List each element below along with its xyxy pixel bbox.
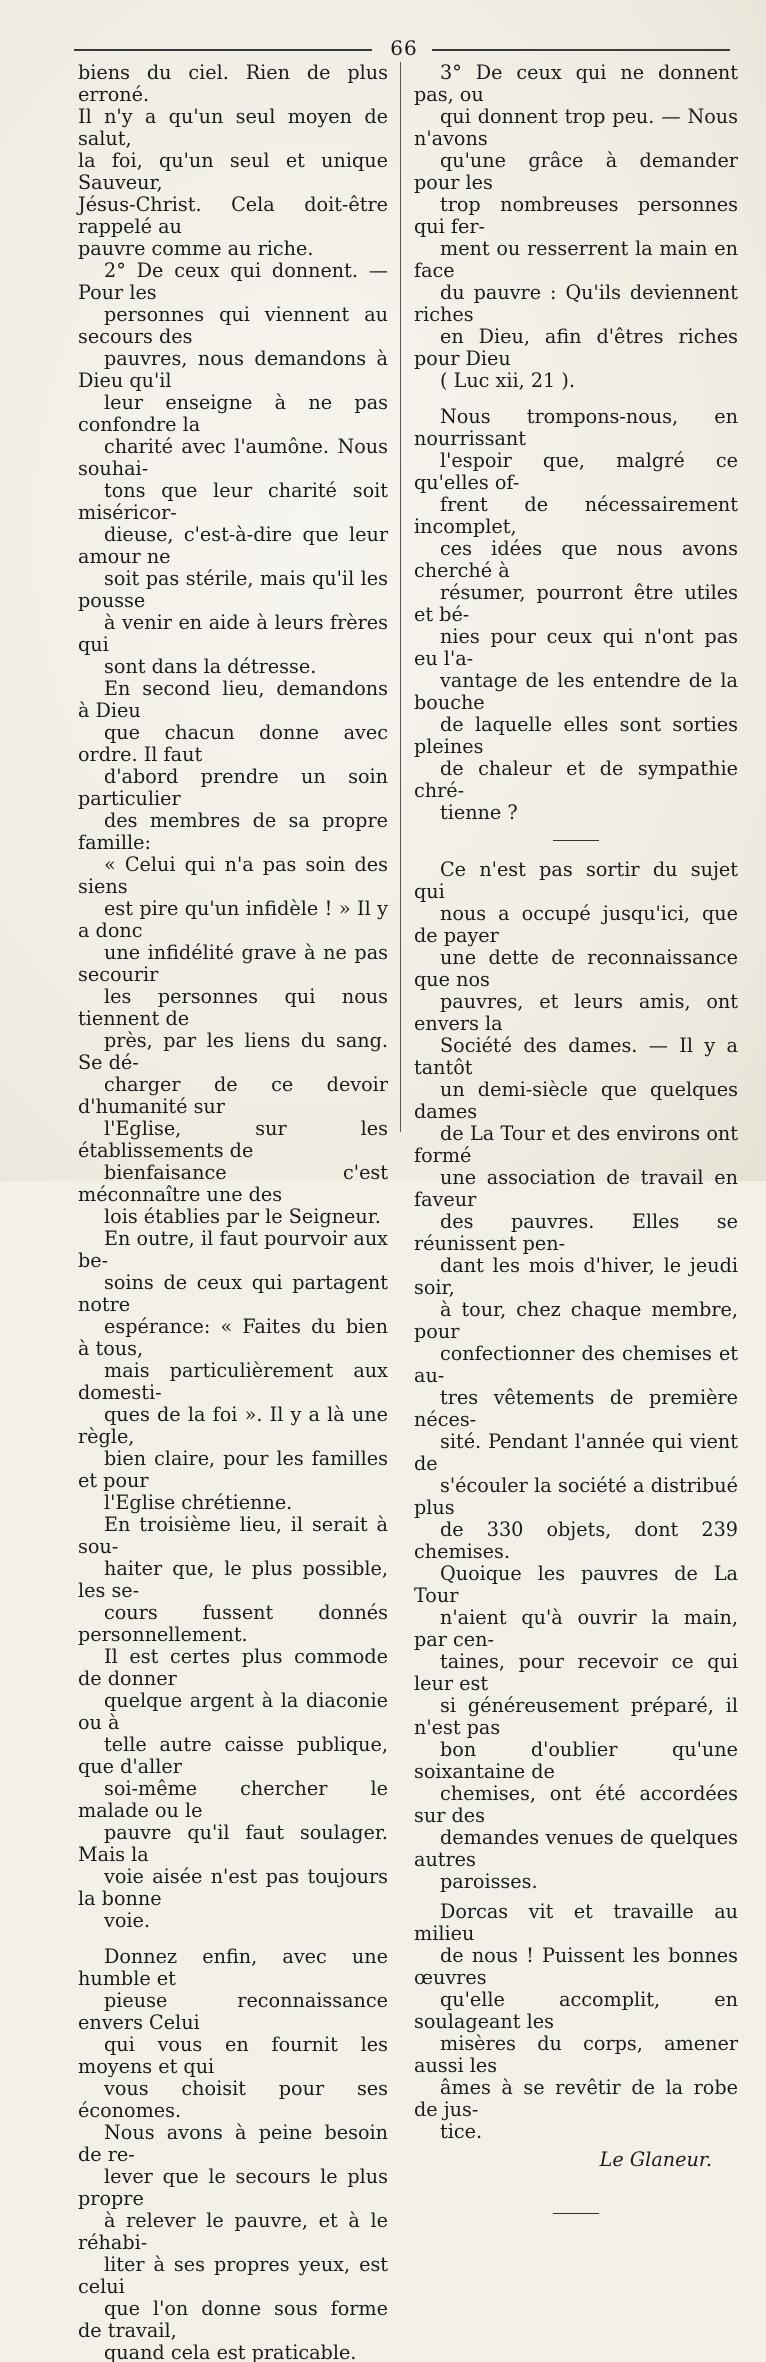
left-paragraph-1 <box>78 62 388 260</box>
text-line: En troisième lieu, il serait à sou- <box>78 1513 388 1558</box>
right-paragraph-1 <box>414 62 738 392</box>
text-line: lever que le secours le plus propre <box>78 2165 388 2210</box>
text-line: est pire qu'un infidèle ! » Il y a donc <box>78 897 388 942</box>
text-line: les personnes qui nous tiennent de <box>78 985 388 1030</box>
text-line: qu'elle accomplit, en soulageant les <box>414 1988 738 2033</box>
text-line: une dette de reconnaissance que nos <box>414 946 738 991</box>
text-line: nies pour ceux qui n'ont pas eu l'a- <box>414 625 738 670</box>
text-line: résumer, pourront être utiles et bé- <box>414 581 738 626</box>
text-line: demandes venues de quelques autres <box>414 1826 738 1871</box>
text-line: haiter que, le plus possible, les se- <box>78 1557 388 1602</box>
text-line: soi-même chercher le malade ou le <box>78 1777 388 1822</box>
text-line: quand cela est praticable. <box>104 2341 357 2362</box>
text-line: de La Tour et des environs ont formé <box>414 1122 738 1167</box>
text-line: pauvres, nous demandons à Dieu qu'il <box>78 347 388 392</box>
text-line: Nous avons à peine besoin de re- <box>78 2121 388 2166</box>
text-line: chemises, ont été accordées sur des <box>414 1782 738 1827</box>
column-divider <box>400 62 401 1132</box>
end-separator <box>553 2213 599 2214</box>
text-line: que l'on donne sous forme de travail, <box>78 2297 388 2342</box>
left-paragraph-7 <box>78 2122 388 2362</box>
text-line: Quoique les pauvres de La Tour <box>414 1562 738 1607</box>
header-rule-right <box>432 49 730 51</box>
text-line: vous choisit pour ses économes. <box>78 2077 388 2122</box>
text-line: Jésus-Christ. Cela doit-être rappelé au <box>78 193 388 238</box>
text-line: lois établies par le Seigneur. <box>104 1205 381 1228</box>
text-line: tienne ? <box>440 801 518 824</box>
text-line: cours fussent donnés personnellement. <box>78 1601 388 1646</box>
text-line: 3° De ceux qui ne donnent pas, ou <box>414 61 738 106</box>
text-line: Il n'y a qu'un seul moyen de salut, <box>78 105 388 150</box>
text-line: Dorcas vit et travaille au milieu <box>414 1900 738 1945</box>
text-line: en Dieu, afin d'êtres riches pour Dieu <box>414 325 738 370</box>
text-line: à tour, chez chaque membre, pour <box>414 1298 738 1343</box>
text-line: une association de travail en faveur <box>414 1166 738 1211</box>
text-line: taines, pour recevoir ce qui leur est <box>414 1650 738 1695</box>
text-line: des membres de sa propre famille: <box>78 809 388 854</box>
section-separator <box>553 840 599 841</box>
text-line: pauvre comme au riche. <box>78 237 314 260</box>
text-line: de chaleur et de sympathie chré- <box>414 757 738 802</box>
text-line: charger de ce devoir d'humanité sur <box>78 1073 388 1118</box>
text-line: personnes qui viennent au secours des <box>78 303 388 348</box>
text-line: ment ou resserrent la main en face <box>414 237 738 282</box>
text-line: soins de ceux qui partagent notre <box>78 1271 388 1316</box>
left-paragraph-6 <box>78 1946 388 2122</box>
text-line: Donnez enfin, avec une humble et <box>78 1945 388 1990</box>
signature: Le Glaneur. <box>599 2148 712 2171</box>
left-paragraph-3 <box>78 678 388 1228</box>
text-line: espérance: « Faites du bien à tous, <box>78 1315 388 1360</box>
text-line: « Celui qui n'a pas soin des siens <box>78 853 388 898</box>
text-line: dieuse, c'est-à-dire que leur amour ne <box>78 523 388 568</box>
text-line: trop nombreuses personnes qui fer- <box>414 193 738 238</box>
text-line: de laquelle elles sont sorties pleines <box>414 713 738 758</box>
text-line: sont dans la détresse. <box>104 655 317 678</box>
text-line: âmes à se revêtir de la robe de jus- <box>414 2076 738 2121</box>
text-line: n'aient qu'à ouvrir la main, par cen- <box>414 1606 738 1651</box>
text-line: Il est certes plus commode de donner <box>78 1645 388 1690</box>
text-line: ces idées que nous avons cherché à <box>414 537 738 582</box>
text-line: à relever le pauvre, et à le réhabi- <box>78 2209 388 2254</box>
text-line: pauvres, et leurs amis, ont envers la <box>414 990 738 1035</box>
page-number: 66 <box>390 36 418 60</box>
text-line: des pauvres. Elles se réunissent pen- <box>414 1210 738 1255</box>
text-line: soit pas stérile, mais qu'il les pousse <box>78 567 388 612</box>
text-line: pauvre qu'il faut soulager. Mais la <box>78 1821 388 1866</box>
text-line: d'abord prendre un soin particulier <box>78 765 388 810</box>
right-paragraph-3 <box>414 859 738 1563</box>
text-line: que chacun donne avec ordre. Il faut <box>78 721 388 766</box>
text-line: un demi-siècle que quelques dames <box>414 1078 738 1123</box>
text-line: ques de la foi ». Il y a là une règle, <box>78 1403 388 1448</box>
text-line: liter à ses propres yeux, est celui <box>78 2253 388 2298</box>
text-line: tres vêtements de première néces- <box>414 1386 738 1431</box>
text-line: charité avec l'aumône. Nous souhai- <box>78 435 388 480</box>
text-line: près, par les liens du sang. Se dé- <box>78 1029 388 1074</box>
right-paragraph-5 <box>414 1901 738 2143</box>
text-line: paroisses. <box>440 1870 538 1893</box>
text-line: une infidélité grave à ne pas secourir <box>78 941 388 986</box>
text-line: de nous ! Puissent les bonnes œuvres <box>414 1944 738 1989</box>
text-line: s'écouler la société a distribué plus <box>414 1474 738 1519</box>
text-line: bien claire, pour les familles et pour <box>78 1447 388 1492</box>
right-paragraph-4 <box>414 1563 738 1893</box>
text-line: sité. Pendant l'année qui vient de <box>414 1430 738 1475</box>
text-line: du pauvre : Qu'ils deviennent riches <box>414 281 738 326</box>
right-column <box>414 62 738 2214</box>
text-line: Ce n'est pas sortir du sujet qui <box>414 858 738 903</box>
text-line: si généreusement préparé, il n'est pas <box>414 1694 738 1739</box>
text-line: qui vous en fournit les moyens et qui <box>78 2033 388 2078</box>
text-line: biens du ciel. Rien de plus erroné. <box>78 61 388 106</box>
text-line: qui donnent trop peu. — Nous n'avons <box>414 105 738 150</box>
left-paragraph-4 <box>78 1228 388 1514</box>
text-line: dant les mois d'hiver, le jeudi soir, <box>414 1254 738 1299</box>
text-line: de 330 objets, dont 239 chemises. <box>414 1518 738 1563</box>
text-line: à venir en aide à leurs frères qui <box>78 611 388 656</box>
text-line: voie aisée n'est pas toujours la bonne <box>78 1865 388 1910</box>
text-line: pieuse reconnaissance envers Celui <box>78 1989 388 2034</box>
text-line: ( Luc xii, 21 ). <box>440 369 575 392</box>
text-line: bienfaisance c'est méconnaître une des <box>78 1161 388 1206</box>
text-line: l'espoir que, malgré ce qu'elles of- <box>414 449 738 494</box>
header-rule-left <box>74 49 372 51</box>
text-line: 2° De ceux qui donnent. — Pour les <box>78 259 388 304</box>
text-line: frent de nécessairement incomplet, <box>414 493 738 538</box>
left-paragraph-5 <box>78 1514 388 1932</box>
text-line: qu'une grâce à demander pour les <box>414 149 738 194</box>
text-line: mais particulièrement aux domesti- <box>78 1359 388 1404</box>
text-line: quelque argent à la diaconie ou à <box>78 1689 388 1734</box>
text-line: tice. <box>440 2120 483 2143</box>
left-paragraph-2 <box>78 260 388 678</box>
right-paragraph-2 <box>414 406 738 824</box>
text-line: misères du corps, amener aussi les <box>414 2032 738 2077</box>
text-line: tons que leur charité soit miséricor- <box>78 479 388 524</box>
text-line: vantage de les entendre de la bouche <box>414 669 738 714</box>
left-column <box>78 62 388 2362</box>
text-line: la foi, qu'un seul et unique Sauveur, <box>78 149 388 194</box>
text-line: nous a occupé jusqu'ici, que de payer <box>414 902 738 947</box>
text-line: telle autre caisse publique, que d'aller <box>78 1733 388 1778</box>
text-line: l'Eglise, sur les établissements de <box>78 1117 388 1162</box>
text-line: En second lieu, demandons à Dieu <box>78 677 388 722</box>
text-line: leur enseigne à ne pas confondre la <box>78 391 388 436</box>
text-line: confectionner des chemises et au- <box>414 1342 738 1387</box>
text-line: En outre, il faut pourvoir aux be- <box>78 1227 388 1272</box>
text-line: l'Eglise chrétienne. <box>104 1491 293 1514</box>
text-line: Nous trompons-nous, en nourrissant <box>414 405 738 450</box>
text-line: bon d'oublier qu'une soixantaine de <box>414 1738 738 1783</box>
text-line: voie. <box>104 1909 150 1932</box>
text-line: Société des dames. — Il y a tantôt <box>414 1034 738 1079</box>
